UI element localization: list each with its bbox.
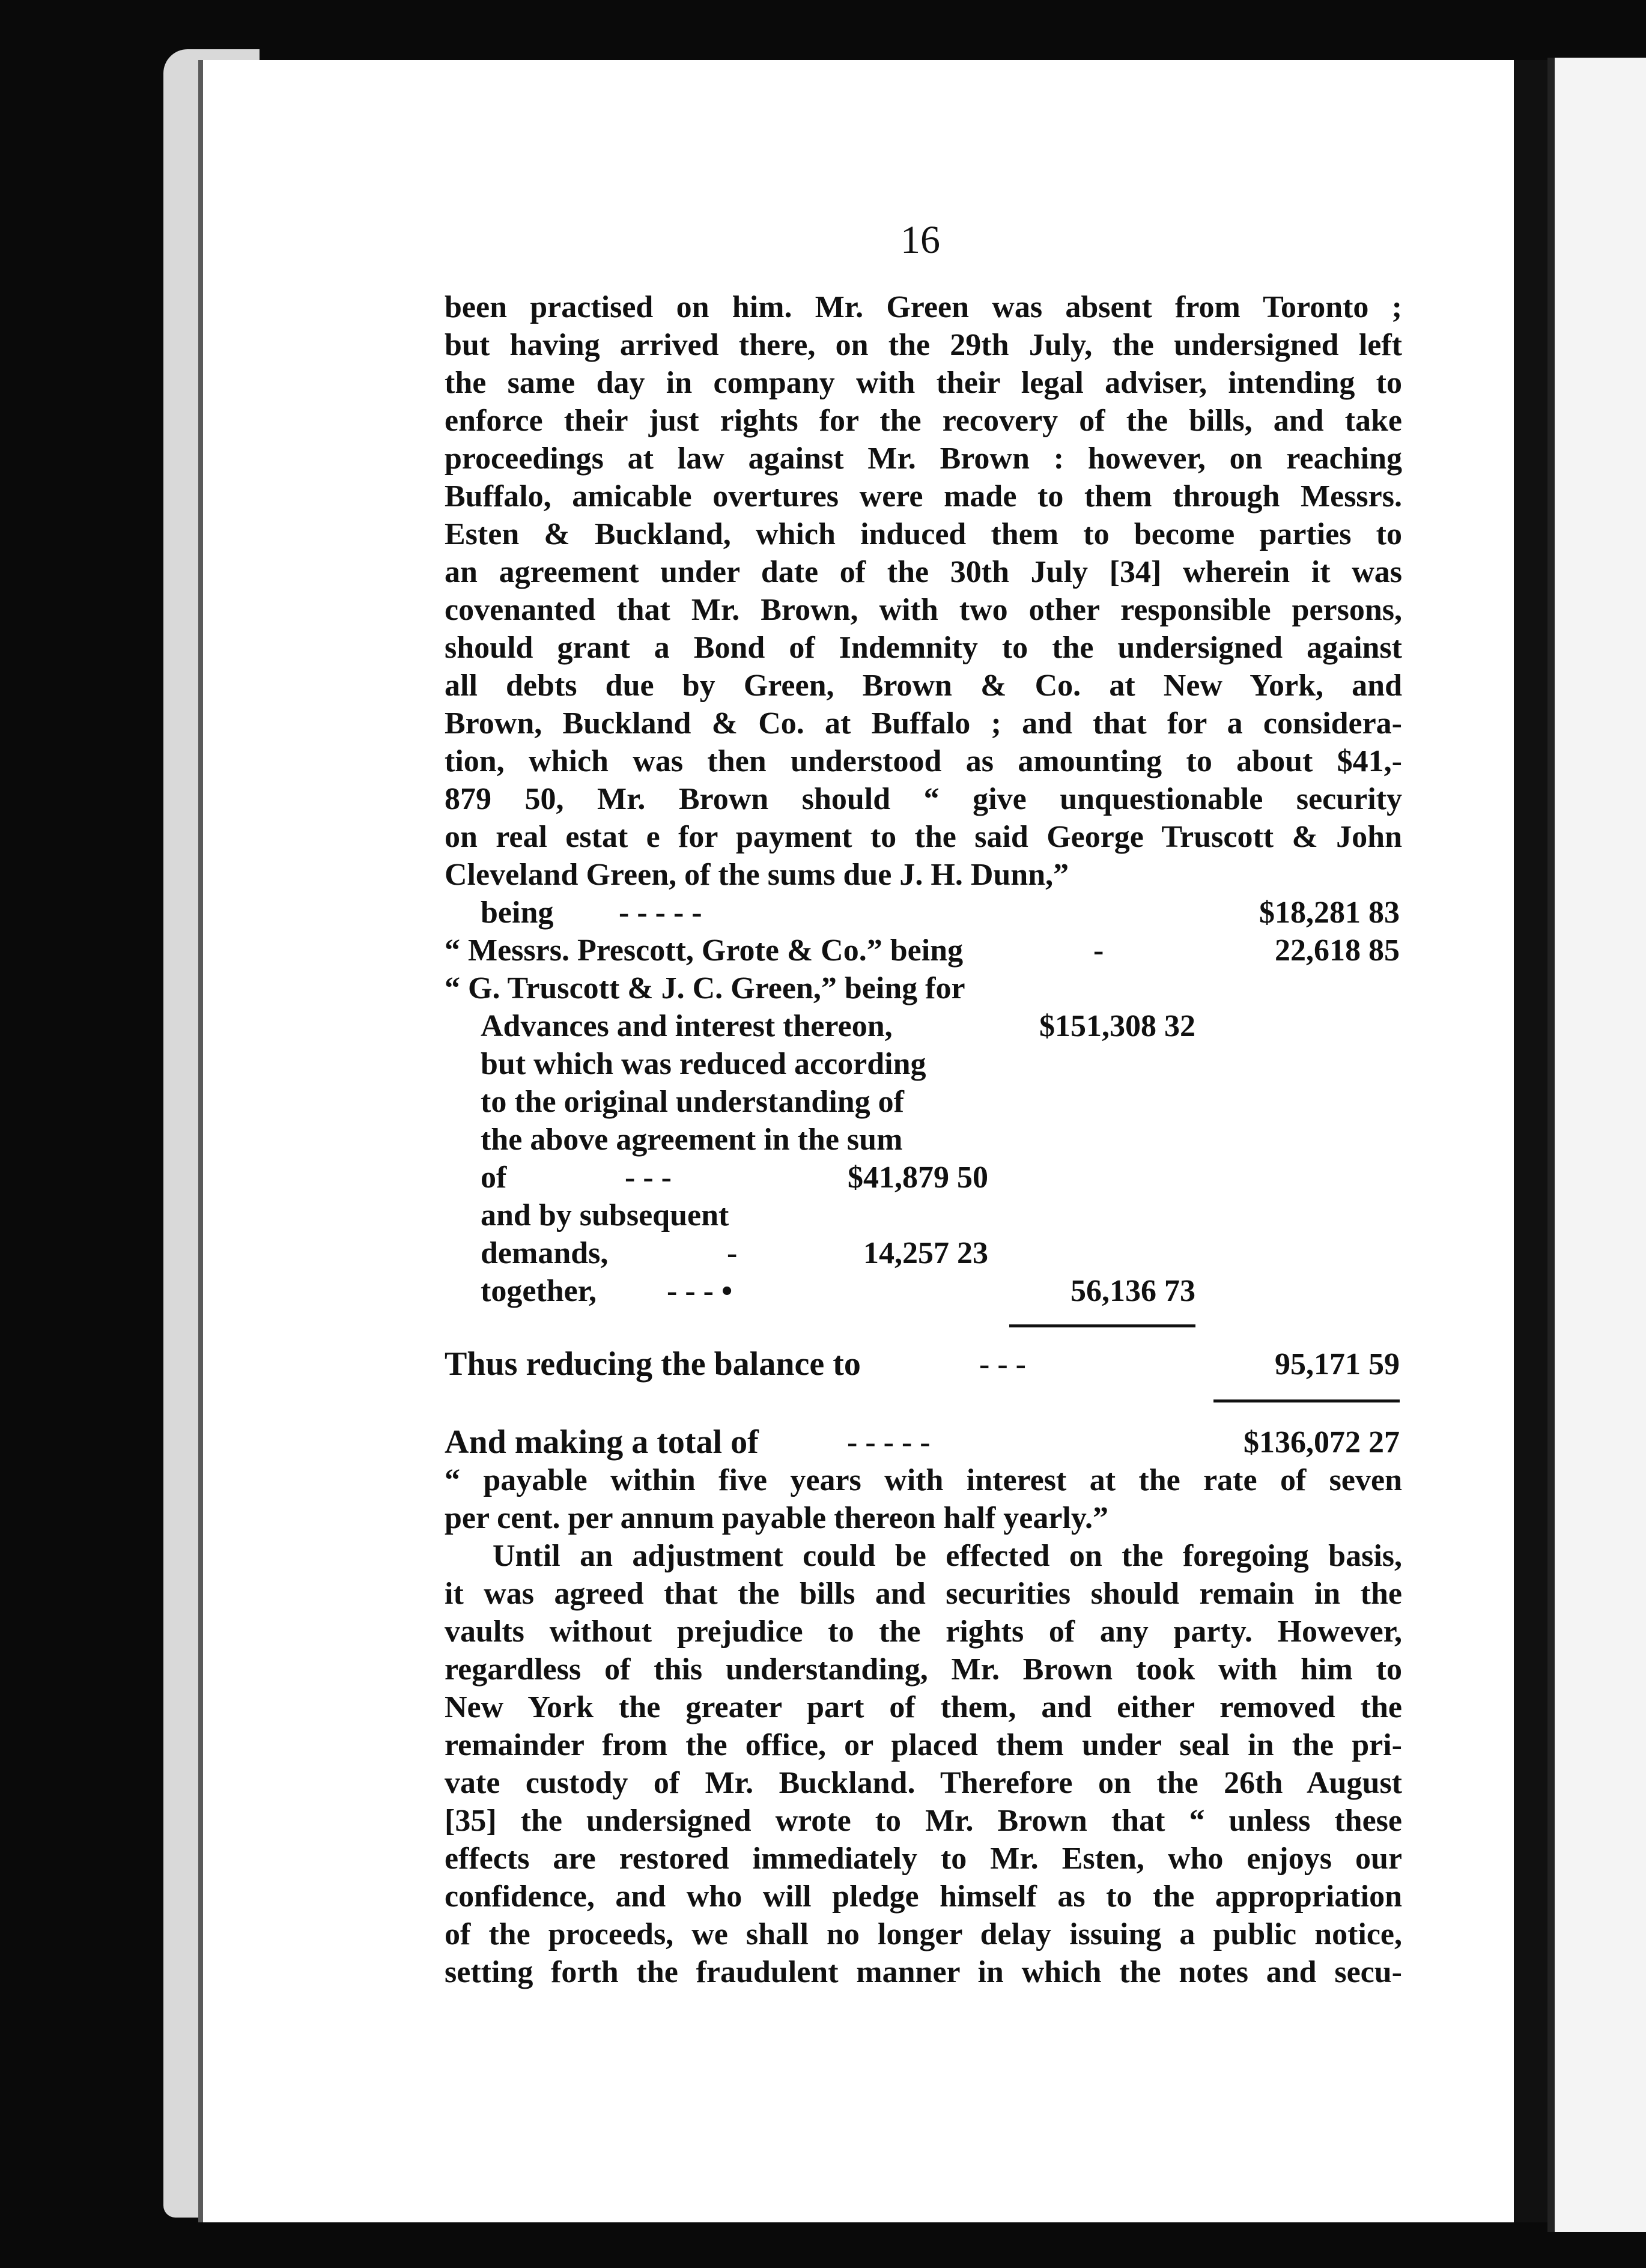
account-label: to the original understanding of	[481, 1085, 904, 1119]
text-line: Until an adjustment could be effected on the foregoing basis,	[493, 1539, 1402, 1573]
account-label: and by subsequent	[481, 1198, 729, 1233]
leader-dots: -	[1093, 933, 1104, 968]
text-line: 879 50, Mr. Brown should “ give unquestionable security	[445, 782, 1402, 816]
account-label: demands,	[481, 1236, 609, 1270]
amount: $18,281 83	[1259, 896, 1400, 930]
leader-dots: - - - - -	[619, 896, 702, 930]
amount: 14,257 23	[863, 1236, 988, 1270]
text-line: vaults without prejudice to the rights of any party. However,	[445, 1615, 1402, 1649]
text-line: proceedings at law against Mr. Brown : however, on reaching	[445, 441, 1402, 476]
account-label: “ G. Truscott & J. C. Green,” being for	[445, 971, 965, 1005]
text-line: on real estat e for payment to the said George Truscott & John	[445, 820, 1402, 854]
text-line: confidence, and who will pledge himself as to the appropriation	[445, 1879, 1402, 1914]
balance-label: Thus reducing the balance to	[445, 1345, 861, 1383]
account-label: being	[481, 896, 554, 930]
text-line: effects are restored immediately to Mr. Esten, who enjoys our	[445, 1842, 1402, 1876]
leader-dots: - - - •	[667, 1274, 733, 1308]
leader-dots: -	[727, 1236, 738, 1270]
text-line: all debts due by Green, Brown & Co. at New York, and	[445, 669, 1402, 703]
next-page-edge	[1547, 58, 1646, 2232]
text-line: the same day in company with their legal adviser, intending to	[445, 366, 1402, 400]
text-line: Cleveland Green, of the sums due J. H. Dunn,”	[445, 858, 1069, 892]
subtotal-rule	[1009, 1324, 1195, 1327]
text-line: it was agreed that the bills and securities should remain in the	[445, 1577, 1402, 1611]
text-line: regardless of this understanding, Mr. Brown took with him to	[445, 1652, 1402, 1687]
text-line: setting forth the fraudulent manner in which the notes and secu-	[445, 1955, 1402, 1989]
text-line: “ payable within five years with interest at the rate of seven	[445, 1463, 1402, 1497]
text-line: been practised on him. Mr. Green was absent from Toronto ;	[445, 290, 1402, 324]
amount: $41,879 50	[848, 1160, 988, 1195]
page-number: 16	[900, 218, 940, 262]
account-label: “ Messrs. Prescott, Grote & Co.” being	[445, 933, 964, 968]
leader-dots: - - -	[979, 1347, 1026, 1381]
amount: 56,136 73	[1071, 1274, 1195, 1308]
leader-dots: - - - - -	[847, 1425, 931, 1460]
account-label: Advances and interest thereon,	[481, 1009, 893, 1043]
text-line: Buffalo, amicable overtures were made to them through Messrs.	[445, 479, 1402, 514]
leader-dots: - - -	[625, 1160, 672, 1195]
text-line: Esten & Buckland, which induced them to become parties to	[445, 517, 1402, 551]
text-line: New York the greater part of them, and either removed the	[445, 1690, 1402, 1724]
account-label: but which was reduced according	[481, 1047, 926, 1081]
text-line: enforce their just rights for the recovery of the bills, and take	[445, 404, 1402, 438]
text-line: but having arrived there, on the 29th July, the undersigned left	[445, 328, 1402, 362]
text-line: Brown, Buckland & Co. at Buffalo ; and that for a considera-	[445, 706, 1402, 741]
text-line: covenanted that Mr. Brown, with two other responsible persons,	[445, 593, 1402, 627]
text-line: of the proceeds, we shall no longer delay issuing a public notice,	[445, 1917, 1402, 1951]
text-line: remainder from the office, or placed them under seal in the pri-	[445, 1728, 1402, 1762]
amount: 95,171 59	[1275, 1347, 1400, 1381]
amount: 22,618 85	[1275, 933, 1400, 968]
account-label: the above agreement in the sum	[481, 1123, 903, 1157]
text-line: per cent. per annum payable thereon half yearly.”	[445, 1501, 1108, 1535]
text-line: vate custody of Mr. Buckland. Therefore on the 26th August	[445, 1766, 1402, 1800]
total-rule	[1213, 1399, 1400, 1402]
total-label: And making a total of	[445, 1424, 759, 1461]
amount: $136,072 27	[1244, 1425, 1400, 1460]
text-line: an agreement under date of the 30th July [34] wherein it was	[445, 555, 1402, 589]
page-gutter	[1514, 60, 1550, 2222]
text-line: [35] the undersigned wrote to Mr. Brown that “ unless these	[445, 1804, 1402, 1838]
account-label: of	[481, 1160, 507, 1195]
amount: $151,308 32	[1039, 1009, 1195, 1043]
text-line: tion, which was then understood as amounting to about $41,-	[445, 744, 1402, 778]
text-line: should grant a Bond of Indemnity to the undersigned against	[445, 631, 1402, 665]
account-label: together,	[481, 1274, 597, 1308]
